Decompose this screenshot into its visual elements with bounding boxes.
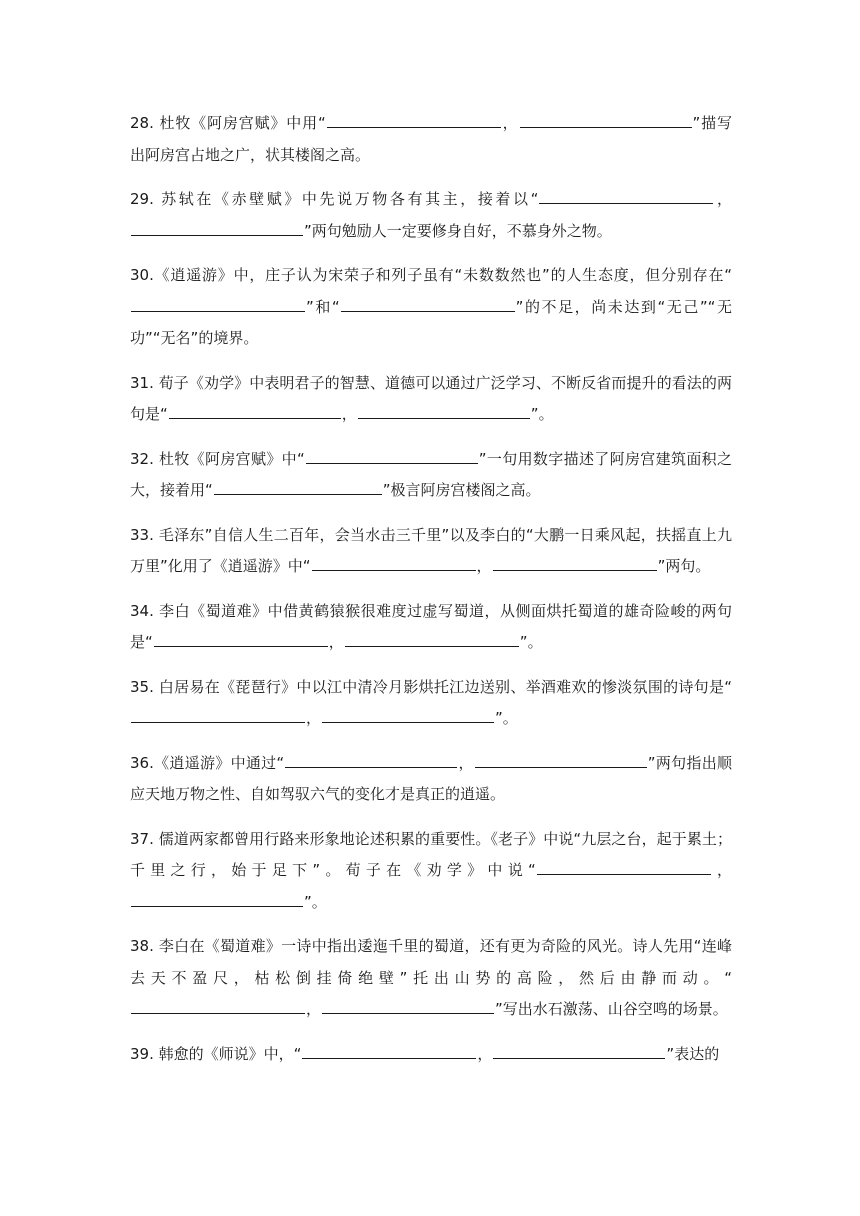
- question-text: ”的不足，尚未达到“无己”“无功”“无名”的境界。: [130, 297, 733, 347]
- answer-blank[interactable]: [345, 629, 519, 647]
- question-text: ”。: [304, 892, 327, 911]
- question-text: ”两句指出顺应天地万物之性、自如驾驭六气的变化才是真正的逍遥。: [130, 753, 732, 803]
- question-text: ，: [477, 1044, 493, 1063]
- answer-blank[interactable]: [322, 705, 494, 723]
- question-text: ，: [458, 753, 474, 772]
- question-31: [130, 368, 732, 431]
- question-29: [130, 184, 732, 247]
- question-text: ”。: [530, 405, 554, 423]
- question-28: [130, 108, 732, 171]
- answer-blank[interactable]: [520, 110, 692, 128]
- question-text: ”极言阿房宫楼阁之高。: [382, 481, 541, 499]
- question-text: ，: [711, 861, 732, 879]
- question-text: 39. 韩愈的《师说》中，“: [130, 1044, 302, 1063]
- question-text: ”两句。: [657, 557, 711, 575]
- answer-blank[interactable]: [285, 750, 457, 768]
- answer-blank[interactable]: [306, 446, 478, 464]
- question-text: 35. 白居易在《琵琶行》中以江中清冷月影烘托江边送别、举酒难欢的惨淡氛围的诗句是“: [130, 677, 732, 696]
- answer-blank[interactable]: [131, 705, 305, 723]
- answer-blank[interactable]: [537, 857, 711, 875]
- question-text: ”和“: [306, 297, 340, 316]
- question-text: ，: [714, 190, 732, 208]
- answer-blank[interactable]: [302, 1041, 476, 1059]
- answer-blank[interactable]: [131, 294, 305, 312]
- question-38: [130, 931, 732, 1026]
- question-text: ，: [476, 557, 492, 575]
- question-text: ，: [328, 633, 344, 651]
- question-36: [130, 748, 732, 811]
- answer-blank[interactable]: [493, 553, 657, 571]
- answer-blank[interactable]: [493, 1041, 665, 1059]
- question-text: 33. 毛泽东”自信人生二百年，会当水击三千里”以及李白的“大鹏一日乘风起，扶摇直上九万里”化用了《逍遥游》中“: [130, 525, 732, 575]
- question-text: 38. 李白在《蜀道难》一诗中指出逶迤千里的蜀道，还有更为奇险的风光。诗人先用“连峰去天不盈尺，枯松倒挂倚绝壁”托出山势的高险，然后由静而动。“: [130, 937, 732, 987]
- answer-blank[interactable]: [131, 218, 303, 236]
- question-text: ”表达的: [666, 1044, 720, 1063]
- question-33: [130, 520, 732, 583]
- question-text: ，: [501, 114, 519, 132]
- question-text: 28. 杜牧《阿房宫赋》中用“: [130, 114, 326, 132]
- answer-blank[interactable]: [327, 110, 501, 128]
- answer-blank[interactable]: [154, 629, 328, 647]
- question-text: ”。: [519, 633, 543, 651]
- question-text: ”。: [495, 709, 518, 727]
- question-39: [130, 1039, 732, 1071]
- question-text: ”描写出阿房宫占地之广，状其楼阁之高。: [130, 114, 732, 164]
- question-35: [130, 672, 732, 735]
- answer-blank[interactable]: [341, 294, 515, 312]
- question-32: [130, 444, 732, 507]
- answer-blank[interactable]: [169, 401, 341, 419]
- answer-blank[interactable]: [539, 186, 713, 204]
- answer-blank[interactable]: [214, 477, 382, 495]
- question-text: 31. 荀子《劝学》中表明君子的智慧、道德可以通过广泛学习、不断反省而提升的看法的两句是“: [130, 373, 732, 423]
- question-text: ”一句用数字描述了阿房宫建筑面积之大，接着用“: [130, 449, 732, 499]
- question-30: [130, 260, 732, 355]
- answer-blank[interactable]: [131, 889, 303, 907]
- question-text: ，: [306, 1000, 322, 1018]
- question-text: 32. 杜牧《阿房宫赋》中“: [130, 449, 305, 468]
- question-text: 34. 李白《蜀道难》中借黄鹤猿猴很难度过虚写蜀道，从侧面烘托蜀道的雄奇险峻的两句是“: [130, 601, 732, 651]
- question-text: ”两句勉励人一定要修身自好，不慕身外之物。: [304, 221, 612, 240]
- answer-blank[interactable]: [358, 401, 530, 419]
- question-text: 36.《逍遥游》中通过“: [130, 753, 285, 772]
- question-text: ”写出水石激荡、山谷空鸣的场景。: [495, 1000, 728, 1018]
- answer-blank[interactable]: [312, 553, 476, 571]
- answer-blank[interactable]: [475, 750, 647, 768]
- question-text: 37. 儒道两家都曾用行路来形象地论述积累的重要性。《老子》中说“九层之台，起于累土；千里之行，始于足下”。荀子在《劝学》中说“: [130, 829, 732, 879]
- answer-blank[interactable]: [131, 996, 305, 1014]
- question-37: [130, 824, 732, 919]
- question-text: ，: [341, 405, 357, 423]
- question-text: ，: [306, 709, 322, 727]
- question-text: 29. 苏轼在《赤壁赋》中先说万物各有其主，接着以“: [130, 190, 539, 208]
- question-34: [130, 596, 732, 659]
- answer-blank[interactable]: [322, 996, 494, 1014]
- question-text: 30.《逍遥游》中，庄子认为宋荣子和列子虽有“未数数然也”的人生态度，但分别存在“: [130, 266, 732, 284]
